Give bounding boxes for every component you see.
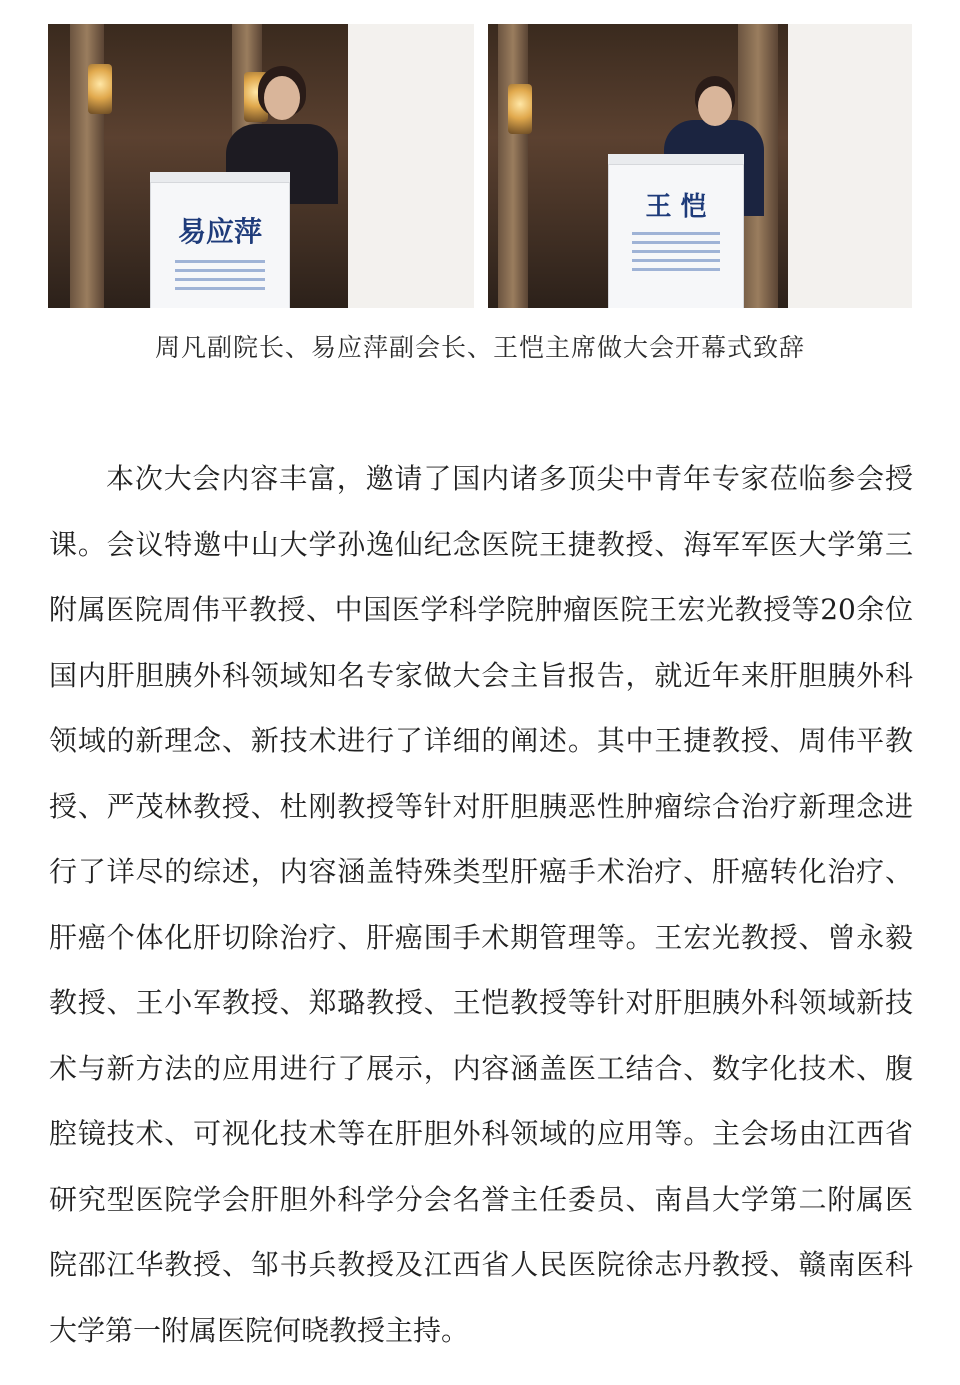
photo-row bbox=[48, 24, 912, 308]
podium-text-lines bbox=[632, 226, 719, 277]
photo-speaker-wang-kai bbox=[488, 24, 912, 308]
photo-speaker-yi-yingping bbox=[48, 24, 474, 308]
photo-caption: 周凡副院长、易应萍副会长、王恺主席做大会开幕式致辞 bbox=[154, 333, 805, 362]
wall-lamp bbox=[508, 84, 532, 134]
speaker-head bbox=[698, 86, 732, 126]
projection-screen bbox=[348, 24, 474, 308]
podium bbox=[608, 154, 744, 308]
article-paragraph: 本次大会内容丰富，邀请了国内诸多顶尖中青年专家莅临参会授课。会议特邀中山大学孙逸仙纪念医院王捷教授、海军军医大学第三附属医院周伟平教授、中国医学科学院肿瘤医院王宏光教授等20余位国内肝胆胰外科领域知名专家做大会主旨报告，就近年来肝胆胰外科领域的新理念、新技术进行了详细的阐述。其中王捷教授、周伟平教授、严茂林教授、杜刚教授等针对肝胆胰恶性肿瘤综合治疗新理念进行了详尽的综述，内容涵盖特殊类型肝癌手术治疗、肝癌转化治疗、肝癌个体化肝切除治疗、肝癌围手术期管理等。王宏光教授、曾永毅教授、王小军教授、郑璐教授、王恺教授等针对肝胆胰外科领域新技术与新方法的应用进行了展示，内容涵盖医工结合、数字化技术、腹腔镜技术、可视化技术等在肝胆外科领域的应用等。主会场由江西省研究型医院学会肝胆外科学分会名誉主任委员、南昌大学第二附属医院邵江华教授、邹书兵教授及江西省人民医院徐志丹教授、赣南医科大学第一附属医院何晓教授主持。 bbox=[49, 462, 913, 1347]
wall-lamp bbox=[88, 64, 112, 114]
pillar-decor bbox=[498, 24, 528, 308]
speaker-head bbox=[264, 76, 300, 120]
projection-screen bbox=[788, 24, 912, 308]
podium-name-label: 王 恺 bbox=[645, 192, 707, 222]
podium-text-lines bbox=[175, 254, 265, 296]
podium bbox=[150, 172, 290, 308]
podium-name-label: 易应萍 bbox=[177, 215, 262, 248]
